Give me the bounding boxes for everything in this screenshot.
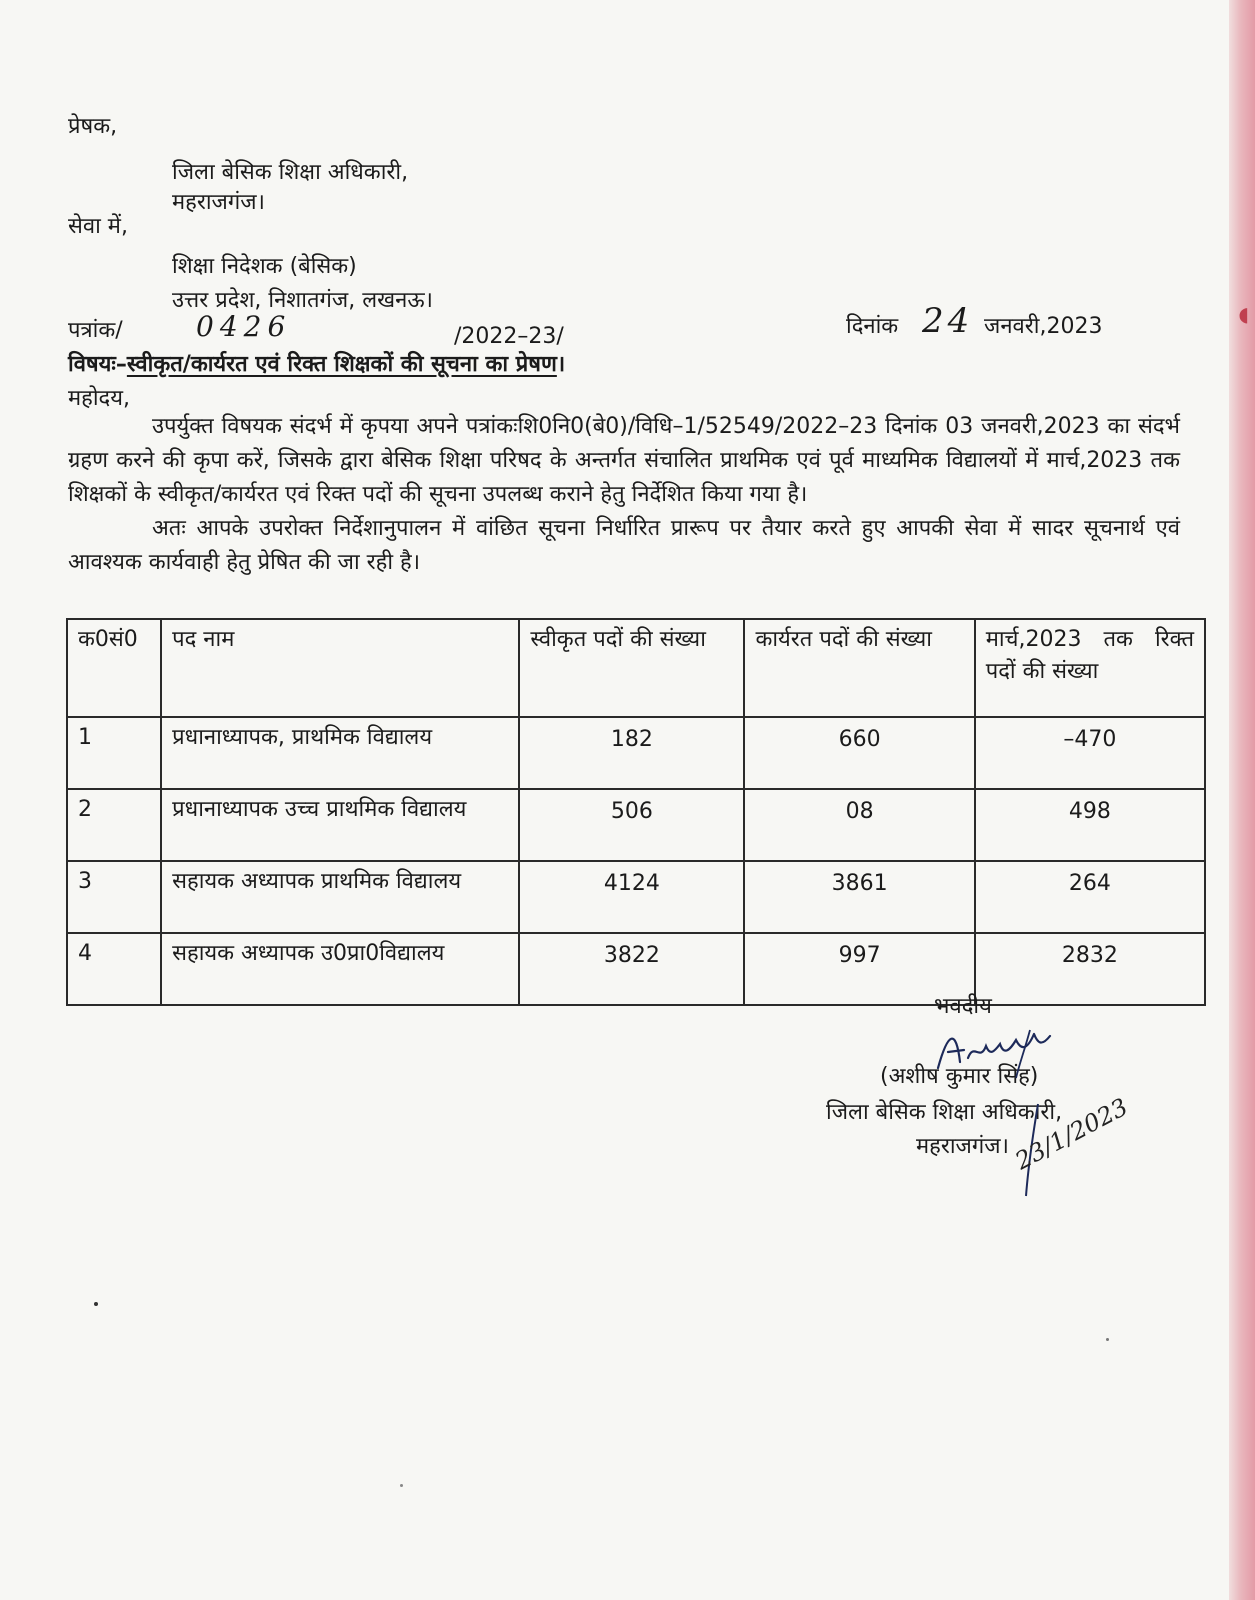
ref-number-handwritten: 0426: [196, 310, 292, 343]
handwritten-date: 23/1/2023: [1010, 1092, 1133, 1176]
cell-working: 08: [744, 789, 974, 861]
cell-post: सहायक अध्यापक उ0प्रा0विद्यालय: [161, 933, 519, 1005]
sender-label: प्रेषक,: [68, 114, 118, 139]
subject-text: स्वीकृत/कार्यरत एवं रिक्त शिक्षकों की सूचना का प्रेषण: [126, 352, 557, 377]
officer-name: (अशीष कुमार सिंह): [880, 1064, 1039, 1089]
header-sno: क0सं0: [67, 619, 161, 717]
paragraph-2: अतः आपके उपरोक्त निर्देशानुपालन में वांछित सूचना निर्धारित प्रारूप पर तैयार करते हुए आपकी सेवा में सादर सूचनार्थ एवं आवश्यक कार्यवाही हेतु प्रेषित की जा रही है।: [68, 516, 1180, 575]
table-header-row: [67, 619, 1205, 717]
edge-mark-icon: ◖: [1238, 302, 1249, 326]
recipient-address: उत्तर प्रदेश, निशातगंज, लखनऊ।: [172, 288, 433, 313]
cell-post: प्रधानाध्यापक, प्राथमिक विद्यालय: [161, 717, 519, 789]
sender-designation: जिला बेसिक शिक्षा अधिकारी,: [172, 160, 409, 185]
signature-image: [930, 1022, 1060, 1082]
cell-sanctioned: 4124: [519, 861, 744, 933]
ink-speck: [400, 1484, 403, 1487]
date-label: दिनांक: [846, 314, 899, 339]
header-sanctioned: स्वीकृत पदों की संख्या: [519, 619, 744, 717]
paragraph-1: उपर्युक्त विषयक संदर्भ में कृपया अपने पत्रांकःशि0नि0(बे0)/विधि–1/52549/2022–23 दिनांक 03 जनवरी,2023 का संदर्भ ग्रहण करने की कृपा करें, जिसके द्वारा बेसिक शिक्षा परिषद के अन्तर्गत संचालित प्राथमिक एवं पूर्व माध्यमिक विद्यालयों में मार्च,2023 तक शिक्षकों के स्वीकृत/कार्यरत एवं रिक्त पदों की सूचना उपलब्ध कराने हेतु निर्देशित किया गया है।: [68, 414, 1180, 507]
cell-working: 997: [744, 933, 974, 1005]
ref-year: /2022–23/: [454, 324, 564, 349]
subject-label: विषयः–: [68, 352, 127, 377]
cell-sno: 4: [67, 933, 161, 1005]
red-file-edge: [1229, 0, 1255, 1600]
cell-post: सहायक अध्यापक प्राथमिक विद्यालय: [161, 861, 519, 933]
cell-sno: 3: [67, 861, 161, 933]
table-row: [67, 789, 1205, 861]
date-day-handwritten: 24: [922, 301, 974, 341]
cell-post: प्रधानाध्यापक उच्च प्राथमिक विद्यालय: [161, 789, 519, 861]
header-vacant: मार्च,2023 तक रिक्त पदों की संख्या: [975, 619, 1205, 717]
ink-speck: [1106, 1338, 1109, 1341]
subject-line: [68, 350, 565, 380]
salutation: महोदय,: [68, 386, 130, 411]
officer-place: महराजगंज।: [916, 1134, 1009, 1159]
body-paragraphs: [68, 410, 1180, 580]
vacancy-table: [66, 618, 1206, 1006]
cell-working: 3861: [744, 861, 974, 933]
recipient-label: सेवा में,: [68, 214, 128, 239]
cell-working: 660: [744, 717, 974, 789]
table-row: [67, 933, 1205, 1005]
closing-yours: भवदीय: [934, 994, 992, 1019]
cell-sanctioned: 182: [519, 717, 744, 789]
subject-end: ।: [556, 352, 566, 377]
date-rest: जनवरी,2023: [984, 314, 1103, 339]
recipient-designation: शिक्षा निदेशक (बेसिक): [172, 254, 357, 279]
cell-vacant: –470: [975, 717, 1205, 789]
table-row: [67, 861, 1205, 933]
sender-place: महराजगंज।: [172, 190, 265, 215]
cell-sanctioned: 506: [519, 789, 744, 861]
header-working: कार्यरत पदों की संख्या: [744, 619, 974, 717]
cell-sno: 1: [67, 717, 161, 789]
ref-label: पत्रांक/: [68, 318, 123, 343]
header-post: पद नाम: [161, 619, 519, 717]
table-row: [67, 717, 1205, 789]
cell-sno: 2: [67, 789, 161, 861]
cell-sanctioned: 3822: [519, 933, 744, 1005]
cell-vacant: 264: [975, 861, 1205, 933]
officer-designation: जिला बेसिक शिक्षा अधिकारी,: [826, 1100, 1063, 1125]
ink-speck: [94, 1302, 98, 1306]
cell-vacant: 498: [975, 789, 1205, 861]
cell-vacant: 2832: [975, 933, 1205, 1005]
